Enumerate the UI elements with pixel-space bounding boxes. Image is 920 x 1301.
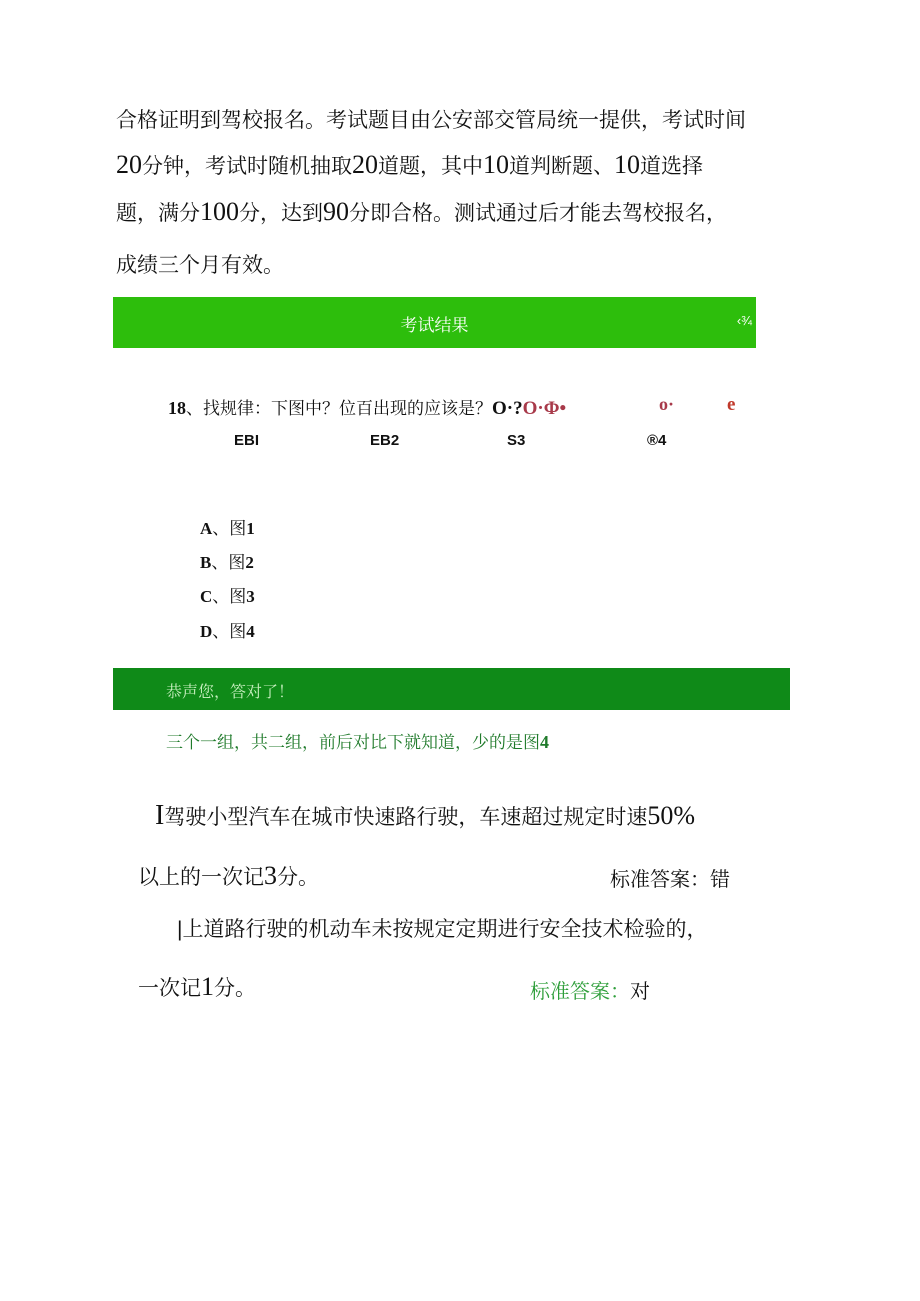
- question-number: 18: [168, 398, 186, 418]
- option-c[interactable]: [200, 582, 255, 607]
- q2-answer: [610, 863, 730, 892]
- result-bar-title: 考试结果: [400, 316, 469, 336]
- q3-answer: [530, 975, 650, 1004]
- intro-line-3: [116, 197, 727, 227]
- intro-text: 道题，其中: [378, 154, 483, 178]
- q2-number: 3: [264, 861, 277, 890]
- intro-text: 分钟，考试时随机抽取: [142, 154, 352, 178]
- result-bar-icon[interactable]: ‹¾: [736, 313, 752, 328]
- q2-text: 驾驶小型汽车在城市快速路行驶，车速超过规定时速: [164, 805, 648, 829]
- option-letter: B: [200, 553, 212, 572]
- intro-num: 100: [200, 197, 239, 226]
- image-label-4: ®4: [647, 432, 667, 449]
- image-label-2: EB2: [370, 432, 400, 449]
- intro-text: 题，满分: [116, 201, 200, 225]
- answer-label: 标准答案：: [610, 867, 710, 891]
- intro-line-2: [116, 150, 703, 180]
- answer-value: 对: [630, 979, 650, 1003]
- question-glyph-e: e: [727, 394, 736, 415]
- intro-text: 分即合格。测试通过后才能去驾校报名，: [349, 201, 727, 225]
- option-label: 、图: [212, 519, 247, 539]
- option-letter: D: [200, 622, 213, 641]
- q2-line-1: [155, 800, 695, 832]
- question-text: 、找规律：下图中？位百出现的应该是？: [186, 399, 492, 419]
- q3-text: 一次记: [138, 976, 201, 1000]
- option-number: 3: [246, 587, 255, 606]
- q3-line-2: [138, 972, 256, 1002]
- question-glyph-red: O·Φ•: [522, 398, 567, 419]
- intro-num: 10: [614, 150, 640, 179]
- q2-text: 以上的一次记: [138, 865, 264, 889]
- question-glyph: O·?: [492, 398, 523, 419]
- intro-num: 20: [352, 150, 378, 179]
- intro-text: 分，达到: [239, 201, 323, 225]
- q2-number: 50%: [647, 801, 695, 830]
- image-label-3: S3: [507, 432, 526, 449]
- option-label: 、图: [212, 622, 247, 642]
- answer-label: 标准答案：: [530, 979, 630, 1003]
- option-b[interactable]: [200, 548, 254, 573]
- q2-text: 分。: [277, 865, 319, 889]
- q3-text: 上道路行驶的机动车未按规定定期进行安全技术检验的，: [182, 917, 708, 941]
- image-label-1: EBI: [234, 432, 260, 449]
- explanation-number: 4: [540, 732, 549, 752]
- q3-marker: |: [177, 918, 183, 941]
- intro-line-4: 成绩三个月有效。: [116, 253, 284, 277]
- intro-num: 90: [323, 197, 349, 226]
- option-number: 4: [246, 622, 255, 641]
- explanation-text: 三个一组，共二组，前后对比下就知道，少的是图: [166, 733, 540, 753]
- option-a[interactable]: [200, 514, 255, 539]
- q3-number: 1: [201, 972, 214, 1001]
- explanation: [166, 728, 549, 753]
- intro-text: 道判断题、: [509, 154, 614, 178]
- option-letter: A: [200, 519, 213, 538]
- option-d[interactable]: [200, 617, 255, 642]
- intro-text: 道选择: [640, 154, 703, 178]
- q2-marker: I: [155, 800, 165, 831]
- option-letter: C: [200, 587, 213, 606]
- q3-line-1: [177, 913, 707, 943]
- question-line: [168, 394, 566, 420]
- option-label: 、图: [211, 553, 246, 573]
- question-glyph-o: o·: [659, 394, 675, 414]
- intro-num: 20: [116, 150, 142, 179]
- intro-line-1: 合格证明到驾校报名。考试题目由公安部交管局统一提供，考试时间: [116, 108, 746, 132]
- q3-text: 分。: [214, 976, 256, 1000]
- option-label: 、图: [212, 587, 247, 607]
- feedback-bar: [113, 668, 790, 710]
- q2-line-2: [138, 861, 319, 891]
- feedback-text: 恭声您，答对了！: [166, 682, 295, 701]
- option-number: 1: [246, 519, 255, 538]
- answer-value: 错: [710, 867, 730, 891]
- result-bar: [113, 297, 756, 348]
- intro-num: 10: [483, 150, 509, 179]
- option-number: 2: [245, 553, 254, 572]
